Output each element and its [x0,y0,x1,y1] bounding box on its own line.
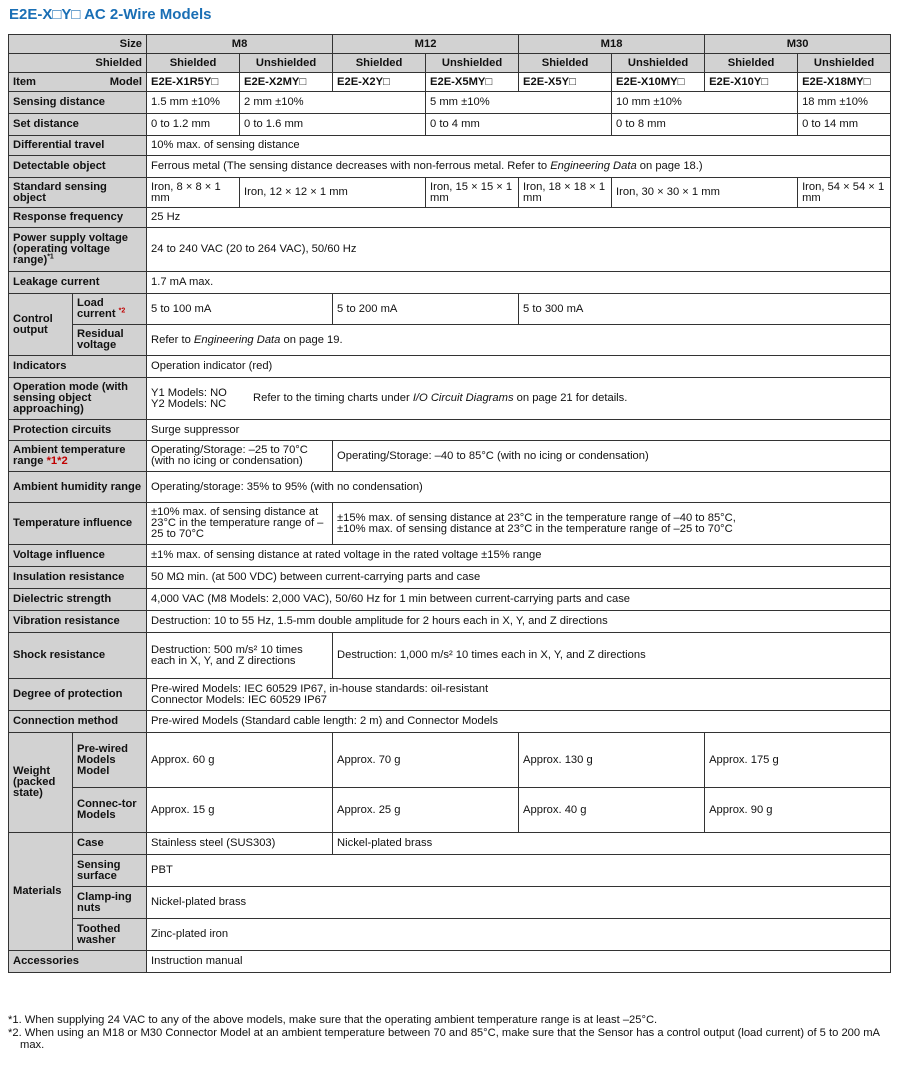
size-m18: M18 [519,35,705,54]
row-label: Indicators [9,356,147,378]
value-line: Pre-wired Models: IEC 60529 IP67, in-house standards: oil-resistant [151,682,489,695]
value-cell: Iron, 54 × 54 × 1 mm [798,178,891,208]
type-cell: Shielded [147,54,240,73]
value-cell: Approx. 15 g [147,788,333,833]
item-label: Item [13,75,37,88]
value-line: ±10% max. of sensing distance at 23°C in the temperature range of –25 to 70°C [337,522,733,535]
footnote-mark: *2 [118,307,126,315]
value-cell: Approx. 40 g [519,788,705,833]
value-text: Refer to the timing charts under [253,392,413,404]
header-size-row [9,35,891,54]
footnote-1: *1. When supplying 24 VAC to any of the above models, make sure that the operating ambient temperature range is at least –25°C. [8,1014,658,1026]
value-cell [147,679,891,711]
value-cell: Operating/Storage: –25 to 70°C (with no icing or condensation) [147,441,333,472]
model-cell: E2E-X5Y□ [519,73,612,92]
row-materials-clamping-nuts [9,887,891,919]
value-cell: 25 Hz [147,208,891,228]
value-cell: Approx. 130 g [519,733,705,788]
value-text: Ferrous metal (The sensing distance decreases with non-ferrous metal. Refer to [151,160,551,172]
row-degree-of-protection [9,679,891,711]
footnote-mark: *1 [47,253,54,261]
model-cell: E2E-X2MY□ [240,73,333,92]
sub-label: Connec-tor Models [73,788,147,833]
row-insulation-resistance [9,567,891,589]
value-cell: Iron, 18 × 18 × 1 mm [519,178,612,208]
item-model-header [9,73,147,92]
reference-text: Engineering Data [193,333,281,346]
value-text: on page 18.) [636,160,703,172]
value-line: Connector Models: IEC 60529 IP67 [151,693,328,706]
row-label: Degree of protection [9,679,147,711]
value-cell: Stainless steel (SUS303) [147,833,333,855]
value-cell: PBT [147,855,891,887]
value-text: Refer to [151,333,194,346]
value-cell: 24 to 240 VAC (20 to 264 VAC), 50/60 Hz [147,228,891,272]
label-text: Ambient temperature range [13,444,126,467]
value-line: ±15% max. of sensing distance at 23°C in the temperature range of –40 to 85°C, [337,511,736,524]
value-cell: 5 to 200 mA [333,294,519,325]
row-voltage-influence [9,545,891,567]
row-label: Standard sensing object [9,178,147,208]
row-label: Differential travel [9,136,147,156]
sub-label: Clamp-ing nuts [73,887,147,919]
row-label: Set distance [9,114,147,136]
row-standard-sensing-object [9,178,891,208]
row-detectable-object [9,156,891,178]
row-power-supply [9,228,891,272]
value-cell: Approx. 25 g [333,788,519,833]
row-label: Accessories [9,951,147,973]
row-indicators [9,356,891,378]
value-cell: 5 to 100 mA [147,294,333,325]
value-cell: 10% max. of sensing distance [147,136,891,156]
row-dielectric-strength [9,589,891,611]
value-cell: 2 mm ±10% [240,92,426,114]
type-cell: Unshielded [426,54,519,73]
value-cell: Destruction: 1,000 m/s² 10 times each in X, Y, and Z directions [333,633,891,679]
page-title: E2E-X□Y□ AC 2-Wire Models [9,6,212,23]
label-text: Power supply voltage (operating voltage range) [13,232,129,266]
reference-text: Engineering Data [550,160,637,172]
mode-y2: Y2 Models: NC [151,397,227,410]
value-cell: 0 to 14 mm [798,114,891,136]
sub-label: Sensing surface [73,855,147,887]
type-cell: Shielded [333,54,426,73]
row-label: Response frequency [9,208,147,228]
row-leakage-current [9,272,891,294]
value-cell: Approx. 60 g [147,733,333,788]
model-cell: E2E-X5MY□ [426,73,519,92]
value-cell: 5 mm ±10% [426,92,612,114]
value-cell: 5 to 300 mA [519,294,891,325]
model-cell: E2E-X10MY□ [612,73,705,92]
value-cell: Iron, 8 × 8 × 1 mm [147,178,240,208]
footnote-mark: *1*2 [46,455,68,467]
sub-label: Toothed washer [73,919,147,951]
row-materials-case [9,833,891,855]
row-connection-method [9,711,891,733]
value-text: on page 19. [280,333,343,346]
value-cell: 10 mm ±10% [612,92,798,114]
row-label: Protection circuits [9,420,147,441]
row-load-current [9,294,891,325]
type-cell: Unshielded [798,54,891,73]
row-weight-prewired [9,733,891,788]
row-set-distance [9,114,891,136]
value-cell: Operation indicator (red) [147,356,891,378]
row-accessories [9,951,891,973]
row-label: Ambient humidity range [9,472,147,503]
header-model-row [9,73,891,92]
sub-label: Residual voltage [73,325,147,356]
row-shock-resistance [9,633,891,679]
model-label: Model [109,75,143,88]
row-response-frequency [9,208,891,228]
row-label: Operation mode (with sensing object approaching) [9,378,147,420]
spec-table [8,34,891,973]
size-m8: M8 [147,35,333,54]
row-ambient-humidity [9,472,891,503]
row-label [9,441,147,472]
reference-text: I/O Circuit Diagrams [412,392,514,404]
model-cell: E2E-X2Y□ [333,73,426,92]
value-cell [147,325,891,356]
value-cell: Iron, 15 × 15 × 1 mm [426,178,519,208]
value-cell: ±1% max. of sensing distance at rated voltage in the rated voltage ±15% range [147,545,891,567]
row-label: Vibration resistance [9,611,147,633]
shielded-label: Shielded [9,54,147,73]
row-weight-connector [9,788,891,833]
value-cell [147,378,891,420]
size-m30: M30 [705,35,891,54]
model-cell: E2E-X18MY□ [798,73,891,92]
row-materials-toothed-washer [9,919,891,951]
row-label [9,228,147,272]
row-label: Leakage current [9,272,147,294]
type-cell: Shielded [705,54,798,73]
value-cell: Approx. 175 g [705,733,891,788]
value-cell: Approx. 90 g [705,788,891,833]
value-cell: Instruction manual [147,951,891,973]
sub-label: Pre-wired Models Model [73,733,147,788]
value-cell: 0 to 4 mm [426,114,612,136]
footnote-2: *2. When using an M18 or M30 Connector Model at an ambient temperature between 70 and 85°C, make sure that the Sensor has a control output (load current) of 5 to 200 mA max. [8,1027,880,1051]
value-cell: Destruction: 10 to 55 Hz, 1.5-mm double amplitude for 2 hours each in X, Y, and Z directions [147,611,891,633]
row-sensing-distance [9,92,891,114]
mode-reference [253,393,627,404]
value-cell: Iron, 30 × 30 × 1 mm [612,178,798,208]
value-cell: Surge suppressor [147,420,891,441]
sub-label: Case [73,833,147,855]
row-label: Insulation resistance [9,567,147,589]
value-cell: 1.5 mm ±10% [147,92,240,114]
type-cell: Unshielded [240,54,333,73]
type-cell: Unshielded [612,54,705,73]
row-label: Sensing distance [9,92,147,114]
row-label: Detectable object [9,156,147,178]
value-cell: 0 to 1.6 mm [240,114,426,136]
value-cell: 4,000 VAC (M8 Models: 2,000 VAC), 50/60 Hz for 1 min between current-carrying parts and case [147,589,891,611]
size-m12: M12 [333,35,519,54]
row-operation-mode [9,378,891,420]
value-cell: 50 MΩ min. (at 500 VDC) between current-carrying parts and case [147,567,891,589]
mode-y1: Y1 Models: NO [151,386,227,399]
footnotes [8,1014,890,1052]
value-cell: Operating/storage: 35% to 95% (with no condensation) [147,472,891,503]
sub-label [73,294,147,325]
header-type-row [9,54,891,73]
row-label: Materials [9,833,73,951]
size-label: Size [9,35,147,54]
value-cell: Zinc-plated iron [147,919,891,951]
row-label: Control output [9,294,73,356]
label-text: Load current [77,297,116,320]
row-label: Temperature influence [9,503,147,545]
row-label: Voltage influence [9,545,147,567]
row-materials-sensing-surface [9,855,891,887]
value-cell: Pre-wired Models (Standard cable length: 2 m) and Connector Models [147,711,891,733]
row-label: Shock resistance [9,633,147,679]
value-cell: Operating/Storage: –40 to 85°C (with no icing or condensation) [333,441,891,472]
model-cell: E2E-X1R5Y□ [147,73,240,92]
model-cell: E2E-X10Y□ [705,73,798,92]
value-cell: Iron, 12 × 12 × 1 mm [240,178,426,208]
row-label: Dielectric strength [9,589,147,611]
value-cell: 18 mm ±10% [798,92,891,114]
value-cell: Destruction: 500 m/s² 10 times each in X, Y, and Z directions [147,633,333,679]
value-cell: Approx. 70 g [333,733,519,788]
row-ambient-temperature [9,441,891,472]
value-cell [333,503,891,545]
value-cell: 0 to 1.2 mm [147,114,240,136]
value-cell: ±10% max. of sensing distance at 23°C in the temperature range of –25 to 70°C [147,503,333,545]
row-temperature-influence [9,503,891,545]
value-cell: 0 to 8 mm [612,114,798,136]
row-protection-circuits [9,420,891,441]
value-cell: 1.7 mA max. [147,272,891,294]
row-vibration-resistance [9,611,891,633]
value-text: on page 21 for details. [513,392,628,404]
row-differential-travel [9,136,891,156]
value-cell [147,156,891,178]
type-cell: Shielded [519,54,612,73]
value-cell: Nickel-plated brass [147,887,891,919]
row-residual-voltage [9,325,891,356]
row-label: Connection method [9,711,147,733]
value-cell: Nickel-plated brass [333,833,891,855]
row-label: Weight (packed state) [9,733,73,833]
